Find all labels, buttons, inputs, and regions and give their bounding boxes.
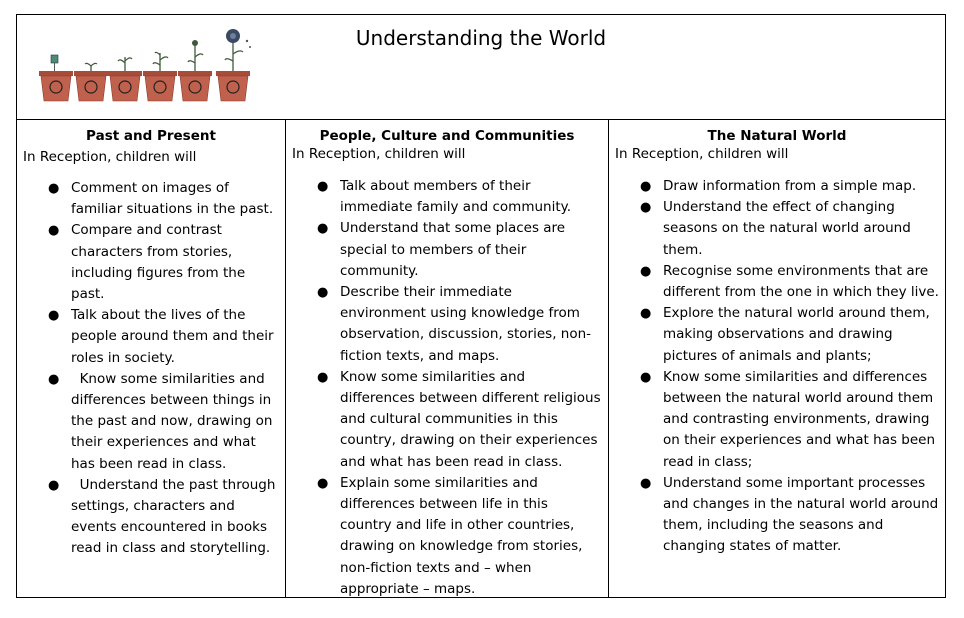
- list-item: ● Understand the past through settings, characters and events encountered in books read in class and storytelling.: [48, 476, 276, 557]
- column-intro: In Reception, children will: [615, 146, 789, 162]
- bullet-icon: ●: [317, 285, 329, 301]
- column-natural-world: [609, 119, 945, 597]
- list-item: ● Recognise some environments that are different from the one in which they live.: [640, 262, 939, 301]
- bullet-icon: ●: [640, 475, 652, 491]
- bullet-icon: ●: [317, 369, 329, 385]
- bullet-icon: ●: [48, 223, 60, 239]
- list-item: ● Know some similarities and differences between different religious and cultural communities in this country, drawing on their experiences and what has been read in class.: [317, 368, 601, 470]
- list-item: ● Explore the natural world around them, making observations and drawing pictures of animals and plants;: [640, 305, 930, 364]
- column-heading: People, Culture and Communities: [319, 128, 575, 144]
- list-item: ● Draw information from a simple map.: [609, 176, 945, 197]
- column-intro: In Reception, children will: [23, 149, 197, 165]
- pot-3: [108, 57, 142, 101]
- list-item: ● Compare and contrast characters from stories, including figures from the past.: [48, 222, 246, 303]
- list-item: ● Comment on images of familiar situations in the past.: [48, 180, 274, 218]
- bullet-list: [286, 176, 608, 600]
- column-people-culture-communities: [286, 119, 609, 597]
- bullet-list: [609, 176, 945, 558]
- bullet-icon: ●: [640, 263, 652, 279]
- bullet-icon: ●: [317, 475, 329, 491]
- list-item: ● Know some similarities and differences between things in the past and now, drawing on their experiences and what has been read in class.: [48, 370, 273, 472]
- column-past-and-present: [17, 119, 286, 597]
- list-item: ● Understand that some places are special to members of their community.: [317, 220, 566, 279]
- bullet-icon: ●: [317, 221, 329, 237]
- bullet-icon: ●: [640, 179, 652, 194]
- column-heading: The Natural World: [707, 128, 847, 144]
- list-item: ● Talk about the lives of the people around them and their roles in society.: [48, 307, 274, 366]
- curriculum-table: [16, 14, 946, 598]
- list-item: ● Talk about members of their immediate family and community.: [317, 178, 571, 216]
- list-item: ● Understand the effect of changing seasons on the natural world around them.: [640, 199, 911, 258]
- bullet-icon: ●: [317, 179, 329, 194]
- page-title: Understanding the World: [355, 26, 607, 50]
- bullet-icon: ●: [640, 306, 652, 322]
- bullet-icon: ●: [640, 200, 652, 216]
- pot-1: [39, 55, 73, 101]
- list-item: ● Know some similarities and differences between the natural world around them and contrasting environments, drawing on their experiences and what has been read in class;: [640, 368, 936, 470]
- bullet-icon: ●: [48, 308, 60, 324]
- pot-4: [143, 52, 177, 101]
- column-intro: In Reception, children will: [292, 146, 466, 162]
- bullet-list: [17, 178, 285, 560]
- list-item: ● Describe their immediate environment using knowledge from observation, discussion, stories, non-fiction texts, and maps.: [317, 284, 592, 364]
- list-item: ● Explain some similarities and differences between life in this country and life in other countries, drawing on knowledge from stories, non-fiction texts and – when appropriate – maps.: [317, 474, 583, 597]
- column-heading: Past and Present: [86, 128, 216, 144]
- pot-2: [74, 63, 108, 101]
- bullet-icon: ●: [48, 371, 60, 387]
- bullet-icon: ●: [640, 369, 652, 385]
- list-item: ● Understand some important processes and changes in the natural world around them, including the seasons and changing states of matter.: [640, 474, 939, 555]
- header-row: [17, 15, 945, 120]
- bullet-icon: ●: [48, 181, 60, 196]
- bullet-icon: ●: [48, 477, 60, 493]
